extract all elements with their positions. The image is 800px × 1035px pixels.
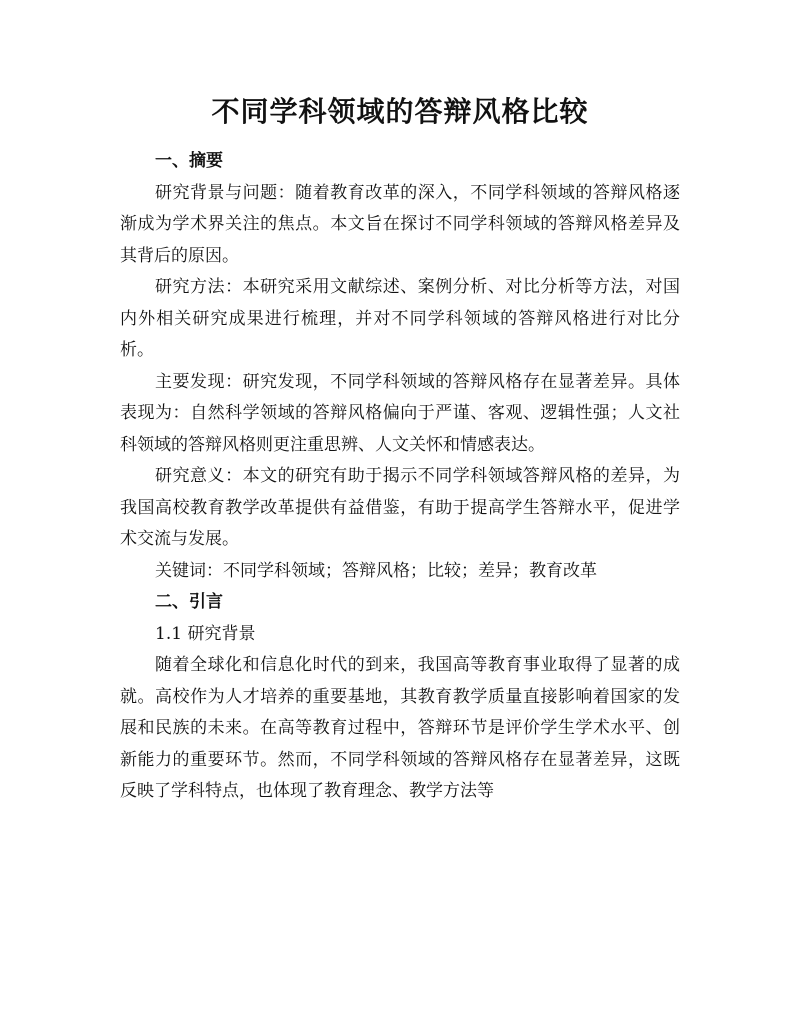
paragraph-introduction: 随着全球化和信息化时代的到来，我国高等教育事业取得了显著的成就。高校作为人才培养的重要基地，其教育教学质量直接影响着国家的发展和民族的未来。在高等教育过程中，答辩环节是评价学生学术水平、创新能力的重要环节。然而，不同学科领域的答辩风格存在显著差异，这既反映了学科特点，也体现了教育理念、教学方法等 xyxy=(120,655,680,801)
paragraph-research-background: 研究背景与问题：随着教育改革的深入，不同学科领域的答辩风格逐渐成为学术界关注的焦点。本文旨在探讨不同学科领域的答辩风格差异及其背后的原因。 xyxy=(120,182,680,266)
paragraph-main-findings: 主要发现：研究发现，不同学科领域的答辩风格存在显著差异。具体表现为：自然科学领域的答辩风格偏向于严谨、客观、逻辑性强；人文社科领域的答辩风格则更注重思辨、人文关怀和情感表达。 xyxy=(120,371,680,455)
section-heading-introduction: 二、引言 xyxy=(155,592,223,612)
paragraph-research-significance: 研究意义：本文的研究有助于揭示不同学科领域答辩风格的差异，为我国高校教育教学改革提供有益借鉴，有助于提高学生答辩水平，促进学术交流与发展。 xyxy=(120,466,680,549)
document-title: 不同学科领域的答辩风格比较 xyxy=(211,95,589,128)
document-body xyxy=(120,146,680,808)
section-heading-abstract: 一、摘要 xyxy=(155,151,223,171)
paragraph-research-method: 研究方法：本研究采用文献综述、案例分析、对比分析等方法，对国内外相关研究成果进行梳理，并对不同学科领域的答辩风格进行对比分析。 xyxy=(120,277,680,360)
subsection-heading-research-background: 1.1 研究背景 xyxy=(155,623,256,644)
keywords-line: 关键词：不同学科领域；答辩风格；比较；差异；教育改革 xyxy=(155,560,597,581)
